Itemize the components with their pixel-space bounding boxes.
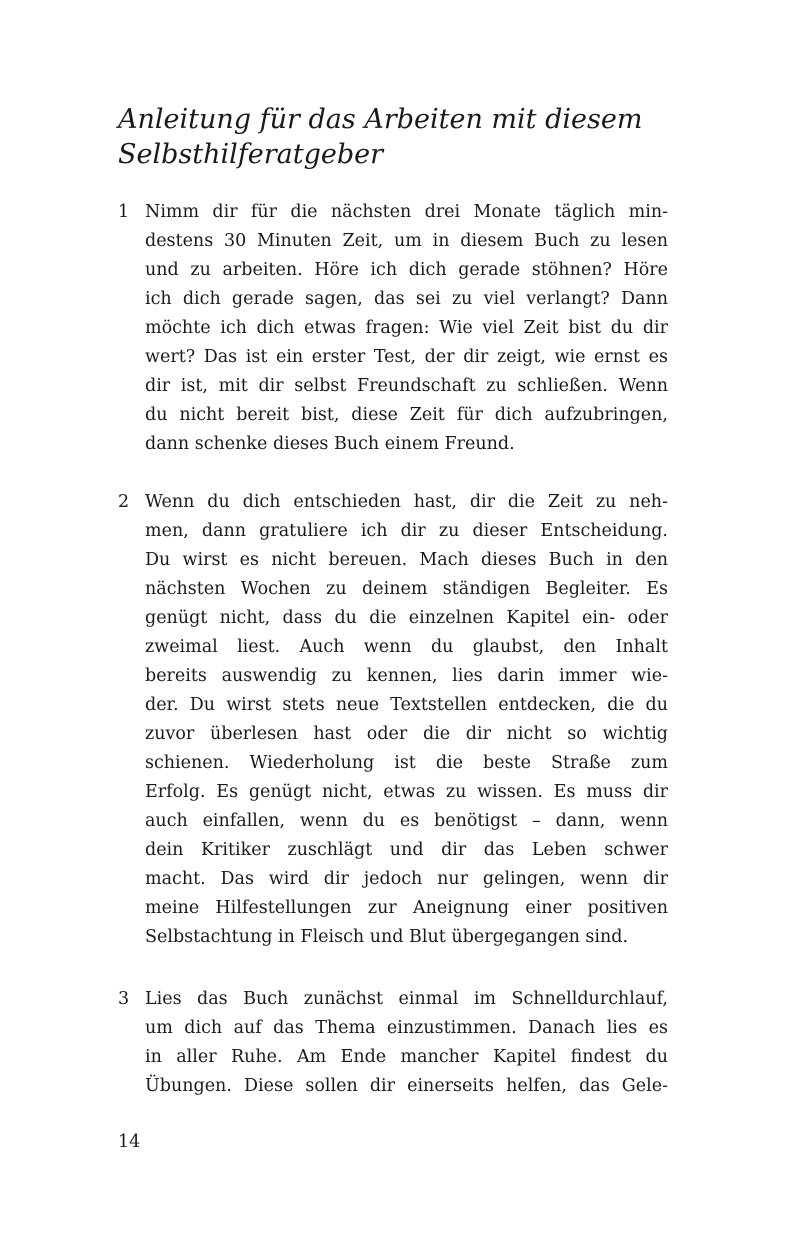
text-line: bereits auswendig zu kennen, lies darin immer wie- xyxy=(145,666,668,686)
item-text xyxy=(145,985,668,1101)
text-line: dein Kritiker zuschlägt und dir das Leben schwer xyxy=(145,840,668,860)
text-line: zweimal liest. Auch wenn du glaubst, den Inhalt xyxy=(145,637,668,657)
text-line: um dich auf das Thema einzustimmen. Danach lies es xyxy=(145,1018,668,1038)
item-number: 2 xyxy=(118,492,130,512)
text-line: Übungen. Diese sollen dir einerseits helfen, das Gele- xyxy=(145,1076,668,1096)
section-title xyxy=(118,102,718,172)
text-line: Selbstachtung in Fleisch und Blut übergegangen sind. xyxy=(145,927,629,947)
text-line: ich dich gerade sagen, das sei zu viel verlangt? Dann xyxy=(145,289,668,309)
item-number: 3 xyxy=(118,989,130,1009)
text-line: zuvor überlesen hast oder die dir nicht so wichtig xyxy=(145,724,668,744)
text-line: der. Du wirst stets neue Textstellen entdecken, die du xyxy=(145,695,668,715)
item-text xyxy=(145,198,668,459)
text-line: Lies das Buch zunächst einmal im Schnelldurchlauf, xyxy=(145,989,668,1009)
text-line: dir ist, mit dir selbst Freundschaft zu schließen. Wenn xyxy=(145,376,668,396)
text-line: Wenn du dich entschieden hast, dir die Zeit zu neh- xyxy=(145,492,668,512)
text-line: wert? Das ist ein erster Test, der dir zeigt, wie ernst es xyxy=(145,347,668,367)
text-line: meine Hilfestellungen zur Aneignung einer positiven xyxy=(145,898,668,918)
text-line: Du wirst es nicht bereuen. Mach dieses Buch in den xyxy=(145,550,668,570)
text-line: destens 30 Minuten Zeit, um in diesem Buch zu lesen xyxy=(145,231,668,251)
item-number: 1 xyxy=(118,202,130,222)
text-line: genügt nicht, dass du die einzelnen Kapitel ein- oder xyxy=(145,608,668,628)
text-line: Erfolg. Es genügt nicht, etwas zu wissen. Es muss dir xyxy=(145,782,668,802)
text-line: möchte ich dich etwas fragen: Wie viel Zeit bist du dir xyxy=(145,318,668,338)
title-line: Selbsthilferatgeber xyxy=(118,139,384,170)
text-line: schienen. Wiederholung ist die beste Straße zum xyxy=(145,753,668,773)
text-line: Nimm dir für die nächsten drei Monate täglich min- xyxy=(145,202,668,222)
text-line: macht. Das wird dir jedoch nur gelingen, wenn dir xyxy=(145,869,668,889)
page-number: 14 xyxy=(118,1132,141,1152)
text-line: nächsten Wochen zu deinem ständigen Begleiter. Es xyxy=(145,579,668,599)
text-line: dann schenke dieses Buch einem Freund. xyxy=(145,434,515,454)
text-line: du nicht bereit bist, diese Zeit für dich aufzubringen, xyxy=(145,405,668,425)
text-line: auch einfallen, wenn du es benötigst – dann, wenn xyxy=(145,811,668,831)
text-line: in aller Ruhe. Am Ende mancher Kapitel findest du xyxy=(145,1047,668,1067)
item-text xyxy=(145,488,668,952)
text-line: men, dann gratuliere ich dir zu dieser Entscheidung. xyxy=(145,521,668,541)
text-line: und zu arbeiten. Höre ich dich gerade stöhnen? Höre xyxy=(145,260,668,280)
title-line: Anleitung für das Arbeiten mit diesem xyxy=(118,104,643,135)
